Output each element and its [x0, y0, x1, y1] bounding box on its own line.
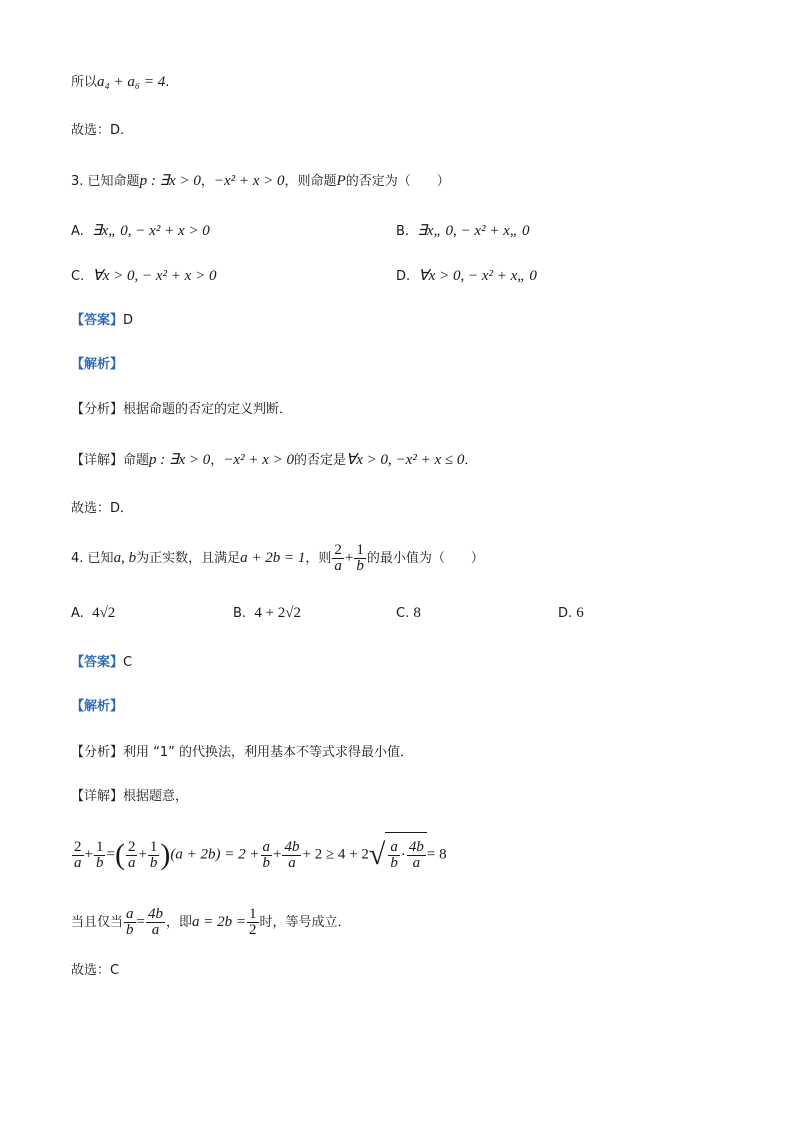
option-label: A. [71, 606, 84, 621]
math-expression: P [336, 173, 346, 189]
fenxi-line [71, 744, 413, 762]
question-4-stem [71, 541, 484, 576]
text: 已知 [87, 551, 114, 566]
text: 的最小值为（ ） [366, 551, 484, 566]
answer-tag: 【答案】 [71, 313, 124, 328]
math-expression: −x² + x > 0 [223, 452, 294, 468]
plus-sign: + [344, 550, 354, 566]
fraction [261, 840, 273, 871]
denominator: b [95, 854, 104, 871]
denominator: a [127, 854, 136, 871]
fenxi-tag: 【分析】 [71, 745, 124, 760]
xiangjie-text: 根据题意， [123, 789, 189, 804]
math-expression: a = 2b = [192, 914, 246, 930]
fraction [332, 543, 344, 574]
plus-sign: + [84, 846, 93, 863]
text: 的否定是 [294, 453, 347, 468]
math-expression: ∀x > 0, −x² + x ≤ 0 [346, 452, 465, 468]
display-equation [71, 832, 447, 878]
math-expression: a, b [113, 550, 137, 566]
answer-value: D [123, 313, 134, 328]
denominator: a [288, 854, 296, 871]
choose-line: 故选：D. [71, 123, 125, 138]
numerator: 4b [147, 906, 163, 922]
numerator: a [390, 839, 398, 855]
denominator: a [334, 558, 342, 574]
math-expression: (a + 2b) = 2 + [170, 846, 260, 863]
option-label: D. [558, 606, 573, 621]
denominator: b [149, 854, 158, 871]
math-expression: + 2 ≥ 4 + 2 [302, 846, 369, 863]
option-b [396, 222, 529, 241]
denominator: b [356, 558, 364, 574]
fraction [247, 907, 259, 938]
denominator: a [151, 922, 160, 938]
equals-sign: = [106, 846, 115, 863]
xiangjie-line [71, 788, 188, 806]
fenxi-tag: 【分析】 [71, 402, 124, 417]
fraction [72, 840, 84, 871]
line-a4-a6 [71, 73, 169, 92]
option-label: B. [233, 606, 247, 621]
option-math: 4√2 [92, 605, 116, 621]
denominator: b [390, 855, 398, 871]
option-label: C. [396, 606, 410, 621]
text: ，则命题 [284, 174, 337, 189]
math-expression: p : ∃x > 0 [149, 452, 211, 468]
fraction [126, 840, 138, 871]
option-label: C. [71, 269, 85, 284]
numerator: 4b [408, 839, 424, 855]
fraction [94, 840, 106, 871]
analysis-tag: 【解析】 [71, 357, 124, 372]
analysis-line [71, 698, 123, 716]
answer-value: C [123, 655, 133, 670]
fenxi-line [71, 401, 292, 419]
analysis-line [71, 356, 123, 374]
numerator: a [126, 906, 134, 922]
fraction [282, 840, 301, 871]
plus-sign: + [273, 846, 282, 863]
math-expression: −x² + x > 0 [213, 173, 285, 189]
xiangjie-tag: 【详解】 [71, 453, 124, 468]
fraction [148, 840, 160, 871]
fraction [354, 543, 366, 574]
option-label: D. [396, 269, 411, 284]
option-c [71, 267, 216, 286]
answer-line [71, 312, 133, 330]
option-d [396, 267, 537, 286]
right-paren: ) [160, 838, 171, 871]
option-math: 8 [413, 605, 421, 621]
text: 为正实数，且满足 [136, 551, 241, 566]
option-math: ∀x > 0, − x² + x„ 0 [418, 268, 537, 284]
text: ，则 [305, 551, 332, 566]
denominator: 2 [249, 922, 257, 938]
option-b [233, 604, 301, 623]
text: ． [464, 453, 478, 468]
numerator: 1 [249, 906, 257, 922]
fraction [388, 840, 400, 871]
math-expression: p : ∃x > 0 [139, 173, 201, 189]
dot: · [400, 847, 406, 863]
math-expression: a + 2b = 1 [240, 550, 306, 566]
option-label: B. [396, 224, 410, 239]
xiangjie-line [71, 451, 477, 470]
option-d [558, 604, 584, 623]
denominator: a [412, 855, 421, 871]
math-expression: a₄ + a₆ = 4 [97, 74, 166, 90]
denominator: b [262, 854, 271, 871]
numerator: 2 [74, 838, 82, 855]
fraction [407, 840, 426, 871]
option-math: ∃x„ 0, − x² + x„ 0 [417, 223, 530, 239]
numerator: 2 [127, 838, 136, 855]
option-c [396, 604, 421, 623]
option-math: 6 [576, 605, 584, 621]
denominator: a [74, 854, 82, 871]
text: 已知命题 [87, 174, 140, 189]
fenxi-text: 根据命题的否定的定义判断． [123, 402, 293, 417]
text: 所以 [71, 75, 98, 90]
option-a [71, 222, 210, 241]
left-paren: ( [114, 838, 125, 871]
text: . [165, 75, 170, 90]
numerator: 1 [149, 838, 158, 855]
option-math: ∀x > 0, − x² + x > 0 [92, 268, 217, 284]
text: ，即 [165, 915, 192, 930]
numerator: 4b [284, 838, 300, 855]
text: 当且仅当 [71, 915, 124, 930]
choose-line: 故选：D． [71, 501, 134, 516]
fraction [124, 907, 136, 938]
numerator: 2 [334, 542, 342, 558]
condition-line [71, 904, 351, 941]
question-number: 4. [71, 551, 84, 566]
answer-line [71, 654, 132, 672]
xiangjie-tag: 【详解】 [71, 789, 124, 804]
option-math: ∃x„ 0, − x² + x > 0 [92, 223, 210, 239]
option-math: 4 + 2√2 [254, 605, 302, 621]
text: 的否定为（ ） [345, 174, 450, 189]
text: 命题 [123, 453, 150, 468]
denominator: b [126, 922, 134, 938]
numerator: 1 [95, 838, 104, 855]
fenxi-text: 利用 “1” 的代换法，利用基本不等式求得最小值． [123, 745, 414, 760]
equals-sign: = [136, 914, 145, 930]
fraction [146, 907, 165, 938]
numerator: 1 [356, 542, 364, 558]
sqrt-sign: √ [368, 838, 386, 871]
option-a [71, 604, 115, 623]
answer-tag: 【答案】 [71, 655, 124, 670]
math-expression: = 8 [426, 846, 447, 863]
plus-sign: + [138, 846, 147, 863]
question-3-stem [71, 172, 450, 191]
text: ， [200, 174, 214, 189]
radicand [385, 832, 427, 878]
option-label: A. [71, 224, 84, 239]
analysis-tag: 【解析】 [71, 699, 124, 714]
text: ， [210, 453, 224, 468]
choose-line: 故选：C [71, 963, 120, 978]
question-number: 3. [71, 174, 84, 189]
text: 时，等号成立． [259, 915, 351, 930]
numerator: a [262, 838, 271, 855]
